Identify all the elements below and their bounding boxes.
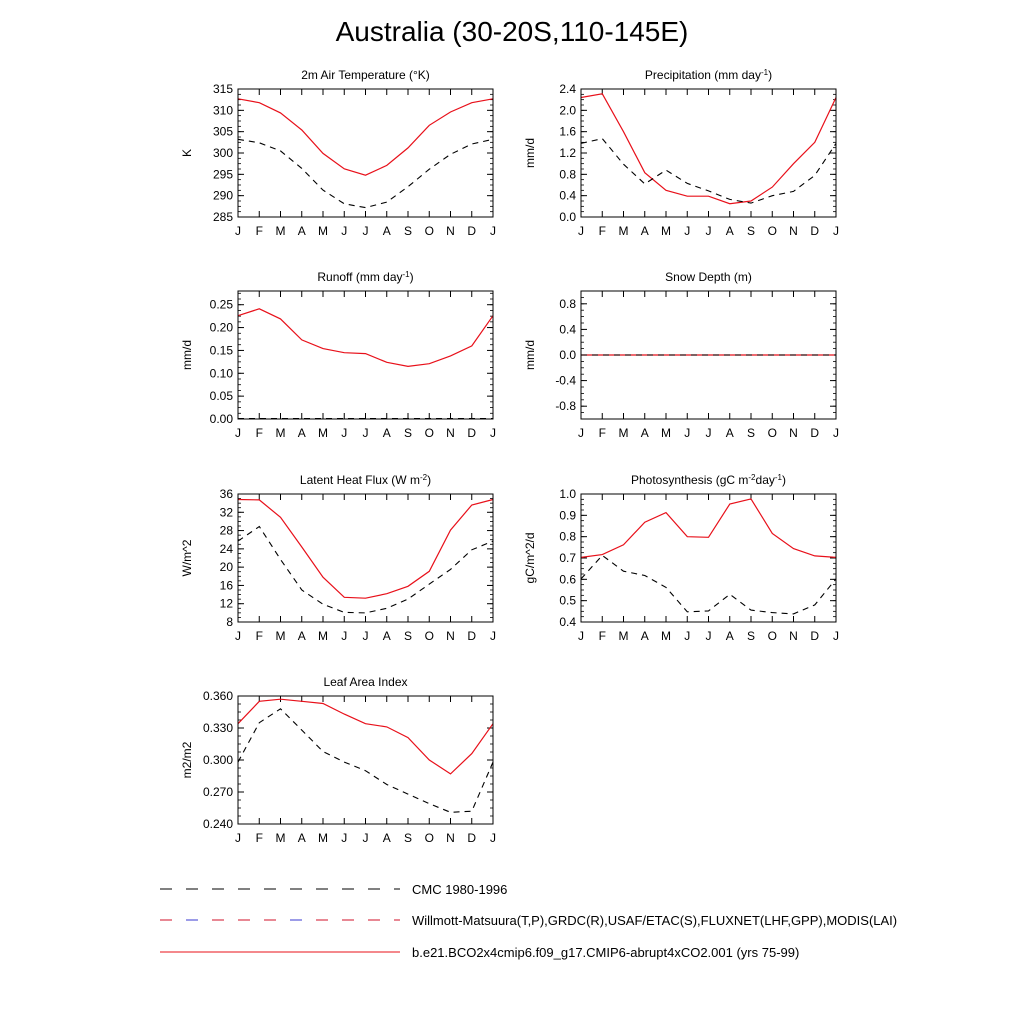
x-tick-label: D xyxy=(810,426,820,440)
x-tick-label: J xyxy=(341,224,348,238)
x-tick-label: J xyxy=(341,831,348,845)
y-tick-label: 0.10 xyxy=(209,366,233,381)
panel-title: Runoff (mm day$^{-1}$) xyxy=(317,269,414,284)
x-tick-label: A xyxy=(640,224,649,238)
legend xyxy=(160,882,897,960)
y-tick-label: 295 xyxy=(212,167,233,182)
y-tick-label: 285 xyxy=(212,210,233,224)
series-model-line xyxy=(581,499,836,558)
y-axis-label: gC/m^2/d xyxy=(523,532,537,584)
x-tick-label: A xyxy=(382,629,391,643)
series-obs-line xyxy=(581,139,836,204)
x-tick-label: F xyxy=(255,426,263,440)
series-model-line xyxy=(238,699,493,774)
y-tick-label: 0.25 xyxy=(209,297,233,312)
y-tick-label: 1.6 xyxy=(559,124,576,139)
x-tick-label: S xyxy=(746,224,756,238)
x-tick-label: A xyxy=(297,831,306,845)
x-tick-label: J xyxy=(362,426,369,440)
x-tick-label: J xyxy=(362,224,369,238)
x-tick-label: F xyxy=(255,831,263,845)
x-tick-label: J xyxy=(341,629,348,643)
x-tick-label: J xyxy=(235,426,241,440)
x-tick-label: M xyxy=(318,831,328,845)
x-tick-label: J xyxy=(578,426,584,440)
legend-label-cmc: CMC 1980-1996 xyxy=(412,882,508,897)
x-tick-label: A xyxy=(297,426,306,440)
x-tick-label: A xyxy=(297,224,306,238)
y-tick-label: 0.270 xyxy=(202,785,233,799)
x-tick-label: A xyxy=(725,629,734,643)
x-tick-label: J xyxy=(235,224,241,238)
y-tick-label: 8 xyxy=(226,615,233,629)
x-tick-label: O xyxy=(424,426,434,440)
x-tick-label: N xyxy=(446,224,455,238)
y-tick-label: 300 xyxy=(212,146,233,160)
y-tick-label: 36 xyxy=(219,487,233,501)
y-tick-label: 0.240 xyxy=(202,817,233,831)
panel-title: Leaf Area Index xyxy=(323,675,408,689)
y-tick-label: 20 xyxy=(219,560,233,575)
plot-frame xyxy=(238,291,493,419)
x-tick-label: D xyxy=(467,831,477,845)
x-tick-label: O xyxy=(767,629,777,643)
y-tick-label: 0.05 xyxy=(209,389,233,404)
x-tick-label: N xyxy=(789,426,798,440)
x-tick-label: A xyxy=(382,224,391,238)
y-axis-label: W/m^2 xyxy=(180,539,194,577)
series-obs-line xyxy=(238,709,493,813)
x-tick-label: J xyxy=(833,426,839,440)
panel-6 xyxy=(523,473,839,644)
x-tick-label: S xyxy=(403,629,413,643)
y-tick-label: 0.4 xyxy=(559,188,576,203)
y-tick-label: 12 xyxy=(219,596,233,611)
x-tick-label: N xyxy=(446,629,455,643)
x-tick-label: M xyxy=(618,224,629,238)
y-axis-label: m2/m2 xyxy=(180,741,194,779)
y-tick-label: 16 xyxy=(219,578,233,593)
x-tick-label: N xyxy=(446,426,455,440)
x-tick-label: O xyxy=(424,629,434,643)
y-tick-label: 2.0 xyxy=(559,103,576,118)
x-tick-label: M xyxy=(275,224,286,238)
x-tick-label: A xyxy=(725,224,734,238)
plot-frame xyxy=(238,89,493,217)
y-tick-label: 0.330 xyxy=(202,721,233,735)
y-tick-label: 0.8 xyxy=(559,529,576,544)
y-tick-label: 0.4 xyxy=(559,322,576,337)
x-tick-label: M xyxy=(661,426,671,440)
y-tick-label: 1.0 xyxy=(559,487,576,501)
x-tick-label: O xyxy=(767,426,777,440)
x-tick-label: J xyxy=(684,224,691,238)
x-tick-label: M xyxy=(618,426,629,440)
panel-4 xyxy=(523,270,839,440)
x-tick-label: J xyxy=(705,224,712,238)
y-tick-label: 0.0 xyxy=(559,348,576,362)
x-tick-label: F xyxy=(598,224,606,238)
x-tick-label: O xyxy=(767,224,777,238)
y-tick-label: 32 xyxy=(219,505,233,520)
y-tick-label: 28 xyxy=(219,523,233,538)
x-tick-label: O xyxy=(424,224,434,238)
x-tick-label: J xyxy=(235,831,241,845)
x-tick-label: J xyxy=(362,831,369,845)
panel-title: Snow Depth (m) xyxy=(665,270,752,284)
x-tick-label: D xyxy=(810,224,820,238)
x-tick-label: D xyxy=(467,426,477,440)
x-tick-label: J xyxy=(490,224,496,238)
panel-title: Precipitation (mm day$^{-1}$) xyxy=(644,67,773,82)
x-tick-label: N xyxy=(446,831,455,845)
y-tick-label: 0.8 xyxy=(559,167,576,182)
y-axis-label: mm/d xyxy=(180,340,194,370)
figure-title: Australia (30-20S,110-145E) xyxy=(335,16,689,47)
y-tick-label: 0.4 xyxy=(559,615,576,629)
y-tick-label: 310 xyxy=(212,103,233,118)
x-tick-label: J xyxy=(705,629,712,643)
y-tick-label: -0.4 xyxy=(555,373,576,388)
panels-group xyxy=(180,68,839,846)
y-tick-label: -0.8 xyxy=(555,399,576,414)
legend-label-model: b.e21.BCO2x4cmip6.f09_g17.CMIP6-abrupt4xCO2.001 (yrs 75-99) xyxy=(412,945,800,960)
x-tick-label: M xyxy=(318,426,328,440)
y-tick-label: 0.0 xyxy=(559,210,576,224)
y-tick-label: 290 xyxy=(212,188,233,203)
x-tick-label: J xyxy=(578,629,584,643)
plot-frame xyxy=(581,494,836,622)
y-tick-label: 0.6 xyxy=(559,572,576,587)
x-tick-label: D xyxy=(467,224,477,238)
y-tick-label: 0.9 xyxy=(559,508,576,523)
x-tick-label: J xyxy=(578,224,584,238)
x-tick-label: A xyxy=(640,426,649,440)
x-tick-label: J xyxy=(362,629,369,643)
panel-title: 2m Air Temperature (°K) xyxy=(301,68,430,82)
x-tick-label: M xyxy=(318,224,328,238)
x-tick-label: J xyxy=(833,629,839,643)
y-axis-label: mm/d xyxy=(523,138,537,168)
y-tick-label: 2.4 xyxy=(559,82,576,96)
series-obs-line xyxy=(581,555,836,614)
x-tick-label: A xyxy=(640,629,649,643)
panel-3 xyxy=(180,270,496,441)
x-tick-label: J xyxy=(705,426,712,440)
x-tick-label: O xyxy=(424,831,434,845)
x-tick-label: J xyxy=(684,629,691,643)
x-tick-label: S xyxy=(746,629,756,643)
panel-title: Latent Heat Flux (W $m^{-2}$) xyxy=(299,472,432,487)
x-tick-label: D xyxy=(810,629,820,643)
x-tick-label: J xyxy=(490,629,496,643)
x-tick-label: S xyxy=(746,426,756,440)
x-tick-label: M xyxy=(275,831,286,845)
x-tick-label: J xyxy=(341,426,348,440)
x-tick-label: S xyxy=(403,831,413,845)
panel-title: Photosynthesis (gC $m^{-2}day^{-1}$) xyxy=(631,472,786,487)
x-tick-label: A xyxy=(725,426,734,440)
x-tick-label: M xyxy=(661,629,671,643)
series-model-line xyxy=(238,99,493,175)
y-tick-label: 0.8 xyxy=(559,296,576,311)
x-tick-label: J xyxy=(490,426,496,440)
x-tick-label: F xyxy=(255,629,263,643)
series-obs-line xyxy=(238,139,493,207)
series-model-line xyxy=(238,309,493,367)
x-tick-label: A xyxy=(382,426,391,440)
y-tick-label: 0.360 xyxy=(202,689,233,703)
y-tick-label: 24 xyxy=(219,541,233,556)
panel-1 xyxy=(180,68,496,238)
panel-2 xyxy=(523,68,839,239)
y-tick-label: 0.300 xyxy=(202,753,233,767)
y-tick-label: 0.5 xyxy=(559,593,576,608)
y-tick-label: 305 xyxy=(212,124,233,139)
x-tick-label: J xyxy=(490,831,496,845)
series-obs-line xyxy=(238,527,493,613)
plot-frame xyxy=(238,696,493,824)
series-model-line xyxy=(238,500,493,599)
y-tick-label: 1.2 xyxy=(559,146,576,160)
x-tick-label: F xyxy=(598,426,606,440)
x-tick-label: N xyxy=(789,224,798,238)
y-tick-label: 0.00 xyxy=(209,412,233,426)
x-tick-label: D xyxy=(467,629,477,643)
panel-5 xyxy=(180,473,496,644)
x-tick-label: M xyxy=(318,629,328,643)
series-model-line xyxy=(581,94,836,204)
y-tick-label: 0.7 xyxy=(559,551,576,565)
plot-frame xyxy=(581,89,836,217)
x-tick-label: M xyxy=(275,426,286,440)
x-tick-label: M xyxy=(661,224,671,238)
x-tick-label: F xyxy=(255,224,263,238)
x-tick-label: M xyxy=(275,629,286,643)
x-tick-label: J xyxy=(235,629,241,643)
x-tick-label: S xyxy=(403,224,413,238)
x-tick-label: M xyxy=(618,629,629,643)
x-tick-label: F xyxy=(598,629,606,643)
y-tick-label: 315 xyxy=(212,82,233,96)
y-axis-label: mm/d xyxy=(523,340,537,370)
y-axis-label: K xyxy=(180,148,194,158)
x-tick-label: J xyxy=(833,224,839,238)
panel-7 xyxy=(180,675,496,845)
y-tick-label: 0.15 xyxy=(209,343,233,358)
x-tick-label: A xyxy=(297,629,306,643)
x-tick-label: A xyxy=(382,831,391,845)
x-tick-label: J xyxy=(684,426,691,440)
y-tick-label: 0.20 xyxy=(209,320,233,335)
x-tick-label: S xyxy=(403,426,413,440)
x-tick-label: N xyxy=(789,629,798,643)
legend-label-obs: Willmott-Matsuura(T,P),GRDC(R),USAF/ETAC(S),FLUXNET(LHF,GPP),MODIS(LAI) xyxy=(412,913,898,928)
